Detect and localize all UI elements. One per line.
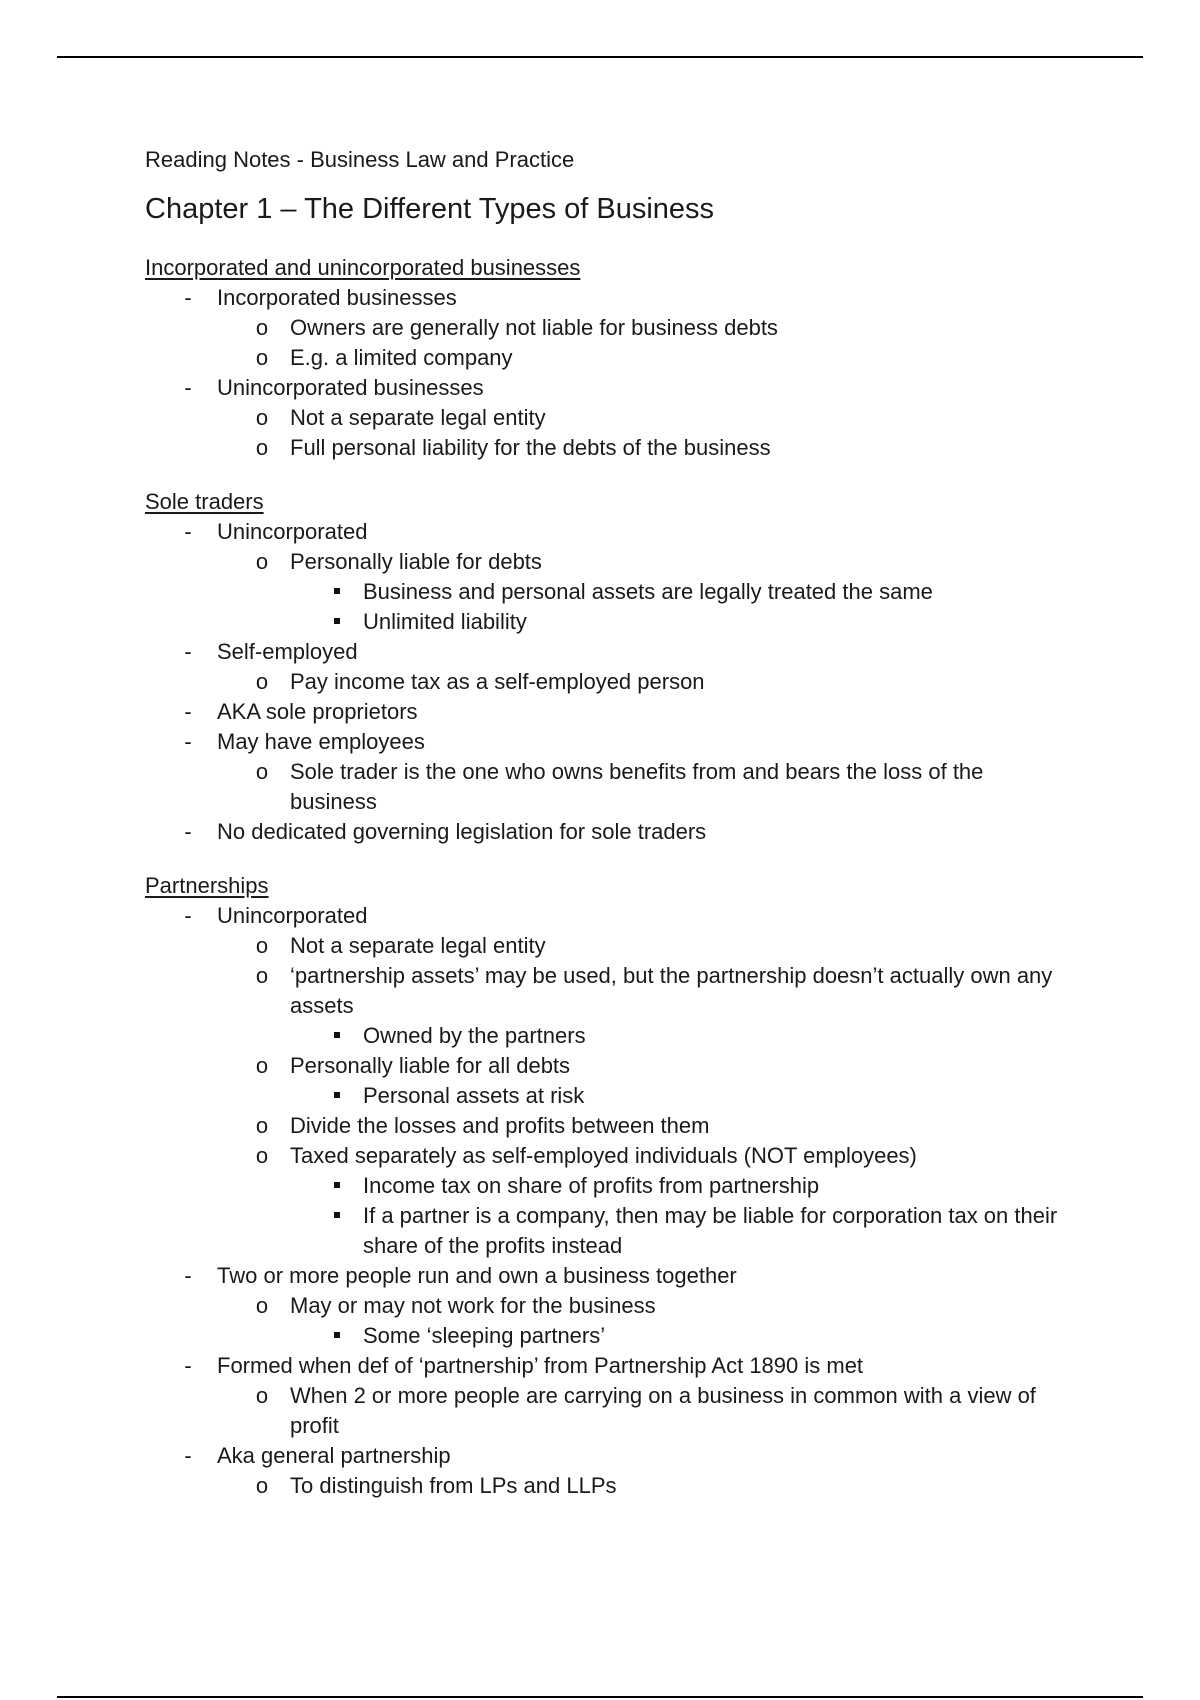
bullet-list — [145, 283, 1065, 463]
section-heading: Partnerships — [145, 873, 269, 898]
list-item — [145, 637, 1065, 667]
circle-bullet: o — [255, 1473, 269, 1498]
section — [145, 253, 1065, 463]
chapter-title: Chapter 1 – The Different Types of Business — [145, 193, 715, 225]
list-item — [145, 1111, 1065, 1141]
dash-bullet: - — [184, 1263, 192, 1288]
section — [145, 871, 1065, 1501]
dash-bullet: - — [184, 1353, 192, 1378]
document-page — [145, 145, 1065, 1501]
list-item — [145, 1201, 1065, 1261]
list-item-text: Unincorporated — [217, 519, 368, 544]
square-bullet-icon — [327, 1021, 347, 1051]
list-item-text: Owned by the partners — [363, 1023, 586, 1048]
list-item-text: Unincorporated businesses — [217, 375, 484, 400]
list-item — [145, 373, 1065, 403]
list-item-text: AKA sole proprietors — [217, 699, 418, 724]
section-heading: Incorporated and unincorporated businesses — [145, 255, 581, 280]
list-item — [145, 313, 1065, 343]
list-item-text: Owners are generally not liable for business debts — [290, 315, 778, 340]
list-item-text: Personally liable for debts — [290, 549, 542, 574]
list-item — [145, 667, 1065, 697]
circle-bullet: o — [255, 405, 269, 430]
square-bullet-icon — [327, 1081, 347, 1111]
circle-bullet: o — [255, 1383, 269, 1408]
list-item-text: Income tax on share of profits from partnership — [363, 1173, 820, 1198]
list-item — [145, 433, 1065, 463]
list-item-text: Personally liable for all debts — [290, 1053, 571, 1078]
circle-bullet: o — [255, 1143, 269, 1168]
list-item-text: To distinguish from LPs and LLPs — [290, 1473, 617, 1498]
list-item-text: Divide the losses and profits between them — [290, 1113, 710, 1138]
list-item — [145, 403, 1065, 433]
list-item — [145, 961, 1065, 1021]
list-item-text: May have employees — [217, 729, 425, 754]
list-item — [145, 577, 1065, 607]
dash-bullet: - — [184, 1443, 192, 1468]
list-item — [145, 1261, 1065, 1291]
sections-container — [145, 253, 1065, 1501]
circle-bullet: o — [255, 1293, 269, 1318]
dash-bullet: - — [184, 903, 192, 928]
circle-bullet: o — [255, 345, 269, 370]
dash-bullet: - — [184, 519, 192, 544]
list-item-text: May or may not work for the business — [290, 1293, 656, 1318]
circle-bullet: o — [255, 933, 269, 958]
list-item — [145, 607, 1065, 637]
list-item-text: Personal assets at risk — [363, 1083, 585, 1108]
circle-bullet: o — [255, 1113, 269, 1138]
list-item-text: Pay income tax as a self-employed person — [290, 669, 705, 694]
circle-bullet: o — [255, 1053, 269, 1078]
list-item-text: ‘partnership assets’ may be used, but the partnership doesn’t actually own any assets — [290, 963, 1053, 1018]
list-item — [145, 1351, 1065, 1381]
dash-bullet: - — [184, 699, 192, 724]
square-bullet-icon — [327, 1171, 347, 1201]
list-item — [145, 1441, 1065, 1471]
circle-bullet: o — [255, 435, 269, 460]
list-item — [145, 1381, 1065, 1441]
list-item-text: Two or more people run and own a business together — [217, 1263, 737, 1288]
list-item-text: Aka general partnership — [217, 1443, 451, 1468]
header-rule — [57, 56, 1143, 58]
list-item-text: Business and personal assets are legally treated the same — [363, 579, 933, 604]
dash-bullet: - — [184, 375, 192, 400]
list-item-text: Full personal liability for the debts of the business — [290, 435, 771, 460]
list-item — [145, 1471, 1065, 1501]
list-item — [145, 727, 1065, 757]
list-item-text: Self-employed — [217, 639, 358, 664]
list-item-text: Unlimited liability — [363, 609, 527, 634]
list-item-text: Some ‘sleeping partners’ — [363, 1323, 606, 1348]
square-bullet-icon — [327, 1201, 347, 1231]
bullet-list — [145, 517, 1065, 847]
list-item — [145, 757, 1065, 817]
list-item — [145, 697, 1065, 727]
list-item-text: No dedicated governing legislation for sole traders — [217, 819, 707, 844]
list-item — [145, 1081, 1065, 1111]
document-header: Reading Notes - Business Law and Practice — [145, 147, 575, 172]
bullet-list — [145, 901, 1065, 1501]
square-bullet-icon — [327, 1321, 347, 1351]
circle-bullet: o — [255, 669, 269, 694]
list-item — [145, 931, 1065, 961]
list-item-text: E.g. a limited company — [290, 345, 513, 370]
list-item-text: Not a separate legal entity — [290, 933, 546, 958]
list-item-text: Taxed separately as self-employed individuals (NOT employees) — [290, 1143, 917, 1168]
list-item-text: Incorporated businesses — [217, 285, 457, 310]
list-item — [145, 1291, 1065, 1321]
list-item-text: Unincorporated — [217, 903, 368, 928]
list-item — [145, 1021, 1065, 1051]
circle-bullet: o — [255, 315, 269, 340]
circle-bullet: o — [255, 549, 269, 574]
circle-bullet: o — [255, 759, 269, 784]
list-item-text: Not a separate legal entity — [290, 405, 546, 430]
list-item — [145, 1171, 1065, 1201]
list-item — [145, 343, 1065, 373]
dash-bullet: - — [184, 639, 192, 664]
square-bullet-icon — [327, 607, 347, 637]
section-heading: Sole traders — [145, 489, 264, 514]
list-item — [145, 1141, 1065, 1171]
list-item-text: When 2 or more people are carrying on a business in common with a view of profit — [290, 1383, 1036, 1438]
list-item-text: Formed when def of ‘partnership’ from Partnership Act 1890 is met — [217, 1353, 864, 1378]
dash-bullet: - — [184, 285, 192, 310]
section — [145, 487, 1065, 847]
list-item — [145, 517, 1065, 547]
list-item — [145, 901, 1065, 931]
list-item-text: Sole trader is the one who owns benefits from and bears the loss of the business — [290, 759, 984, 814]
dash-bullet: - — [184, 729, 192, 754]
list-item — [145, 283, 1065, 313]
list-item — [145, 547, 1065, 577]
list-item-text: If a partner is a company, then may be liable for corporation tax on their share of the profits instead — [363, 1203, 1058, 1258]
list-item — [145, 1321, 1065, 1351]
footer-rule — [57, 1696, 1143, 1698]
dash-bullet: - — [184, 819, 192, 844]
circle-bullet: o — [255, 963, 269, 988]
list-item — [145, 1051, 1065, 1081]
square-bullet-icon — [327, 577, 347, 607]
list-item — [145, 817, 1065, 847]
